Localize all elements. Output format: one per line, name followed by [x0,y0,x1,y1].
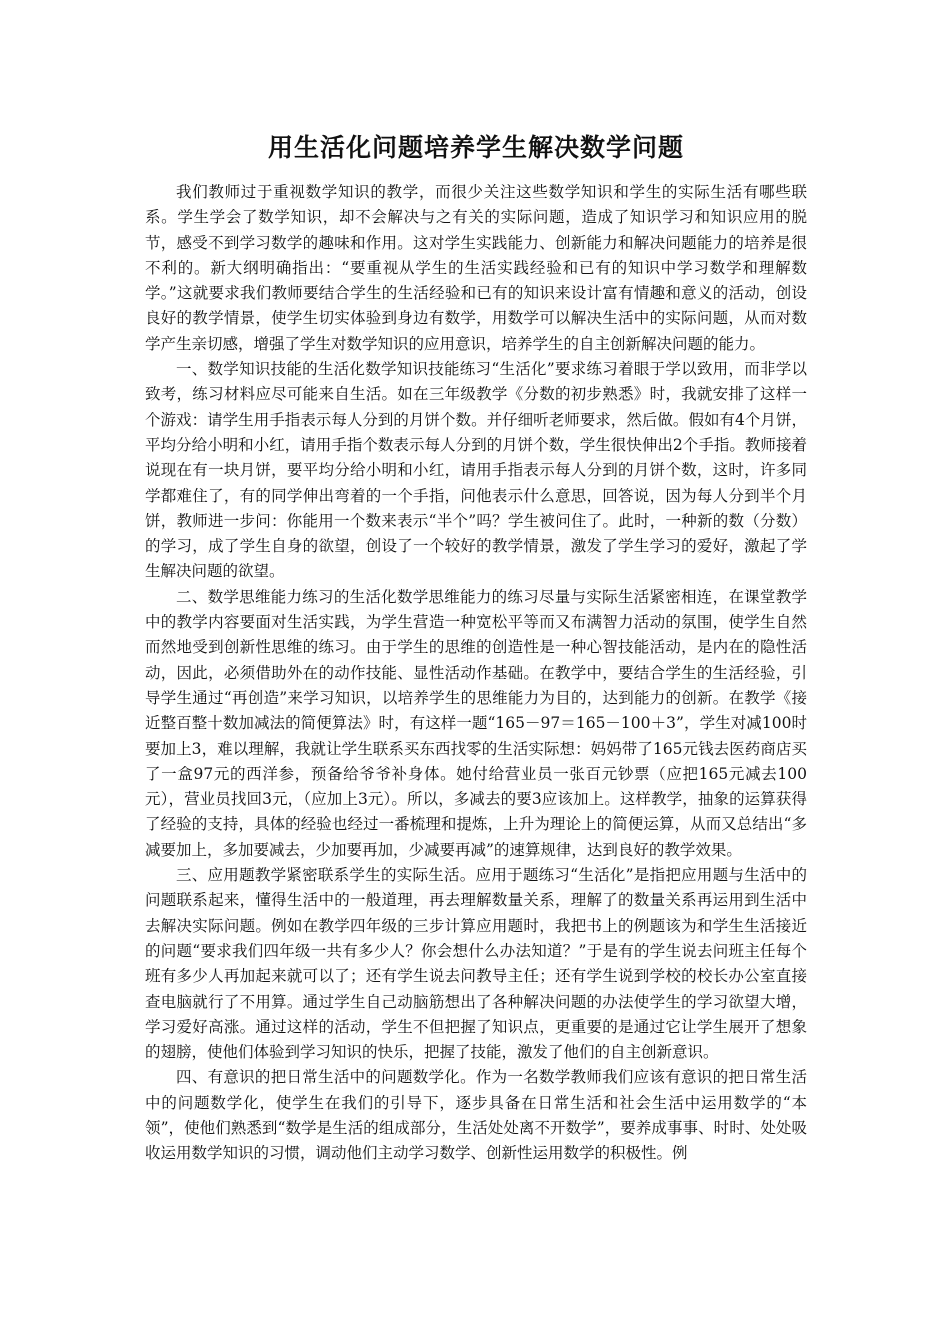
paragraph-intro: 我们教师过于重视数学知识的教学，而很少关注这些数学知识和学生的实际生活有哪些联系。学生学会了数学知识，却不会解决与之有关的实际问题，造成了知识学习和知识应用的脱节，感受不到学习数学的趣味和作用。这对学生实践能力、创新能力和解决问题能力的培养是很不利的。新大纲明确指出：“要重视从学生的生活实践经验和已有的知识中学习数学和理解数学。”这就要求我们教师要结合学生的生活经验和已有的知识来设计富有情趣和意义的活动，创设良好的教学情景，使学生切实体验到身边有数学，用数学可以解决生活中的实际问题，从而对数学产生亲切感，增强了学生对数学知识的应用意识，培养学生的自主创新解决问题的能力。 [145,183,807,353]
document-title: 用生活化问题培养学生解决数学问题 [267,133,684,162]
document-body [145,128,807,1167]
paragraph-section-4: 四、有意识的把日常生活中的问题数学化。作为一名数学教师我们应该有意识的把日常生活中的问题数学化，使学生在我们的引导下，逐步具备在日常生活和社会生活中运用数学的“本领”，使他们熟悉到“数学是生活的组成部分，生活处处离不开数学”，要养成事事、时时、处处吸收运用数学知识的习惯，调动他们主动学习数学、创新性运用数学的积极性。例 [145,1068,807,1163]
paragraph-section-1: 一、数学知识技能的生活化数学知识技能练习“生活化”要求练习着眼于学以致用，而非学以致考，练习材料应尽可能来自生活。如在三年级教学《分数的初步熟悉》时，我就安排了这样一个游戏：请学生用手指表示每人分到的月饼个数。并仔细听老师要求，然后做。假如有4个月饼，平均分给小明和小红，请用手指个数表示每人分到的月饼个数，学生很快伸出2个手指。教师接着说现在有一块月饼，要平均分给小明和小红，请用手指表示每人分到的月饼个数，这时，许多同学都难住了，有的同学伸出弯着的一个手指，问他表示什么意思，回答说，因为每人分到半个月饼，教师进一步问：你能用一个数来表示“半个”吗？学生被问住了。此时，一种新的数（分数）的学习，成了学生自身的欲望，创设了一个较好的教学情景，激发了学生学习的爱好，激起了学生解决问题的欲望。 [145,360,807,581]
paragraph-section-3: 三、应用题教学紧密联系学生的实际生活。应用于题练习“生活化”是指把应用题与生活中的问题联系起来，懂得生活中的一般道理，再去理解数量关系，理解了的数量关系再运用到生活中去解决实际问题。例如在教学四年级的三步计算应用题时，我把书上的例题该为和学生生活接近的问题“要求我们四年级一共有多少人？你会想什么办法知道？”于是有的学生说去问班主任每个班有多少人再加起来就可以了；还有学生说去问教导主任；还有学生说到学校的校长办公室直接查电脑就行了不用算。通过学生自己动脑筋想出了各种解决问题的办法使学生的学习欲望大增，学习爱好高涨。通过这样的活动，学生不但把握了知识点，更重要的是通过它让学生展开了想象的翅膀，使他们体验到学习知识的快乐，把握了技能，激发了他们的自主创新意识。 [145,866,807,1062]
paragraph-section-2: 二、数学思维能力练习的生活化数学思维能力的练习尽量与实际生活紧密相连，在课堂教学中的教学内容要面对生活实践，为学生营造一种宽松平等而又布满智力活动的氛围，使学生自然而然地受到创新性思维的练习。由于学生的思维的创造性是一种心智技能活动，是内在的隐性活动，因此，必须借助外在的动作技能、显性活动作基础。在教学中，要结合学生的生活经验，引导学生通过“再创造”来学习知识，以培养学生的思维能力为目的，达到能力的创新。在教学《接近整百整十数加减法的简便算法》时，有这样一题“165－97＝165－100＋3”，学生对减100时要加上3，难以理解，我就让学生联系买东西找零的生活实际想：妈妈带了165元钱去医药商店买了一盒97元的西洋参，预备给爷爷补身体。她付给营业员一张百元钞票（应把165元减去100元），营业员找回3元，（应加上3元）。所以，多减去的要3应该加上。这样教学，抽象的运算获得了经验的支持，具体的经验也经过一番梳理和提炼，上升为理论上的简便运算，从而又总结出“多减要加上，多加要减去，少加要再加，少减要再减”的速算规律，达到良好的教学效果。 [145,587,807,859]
